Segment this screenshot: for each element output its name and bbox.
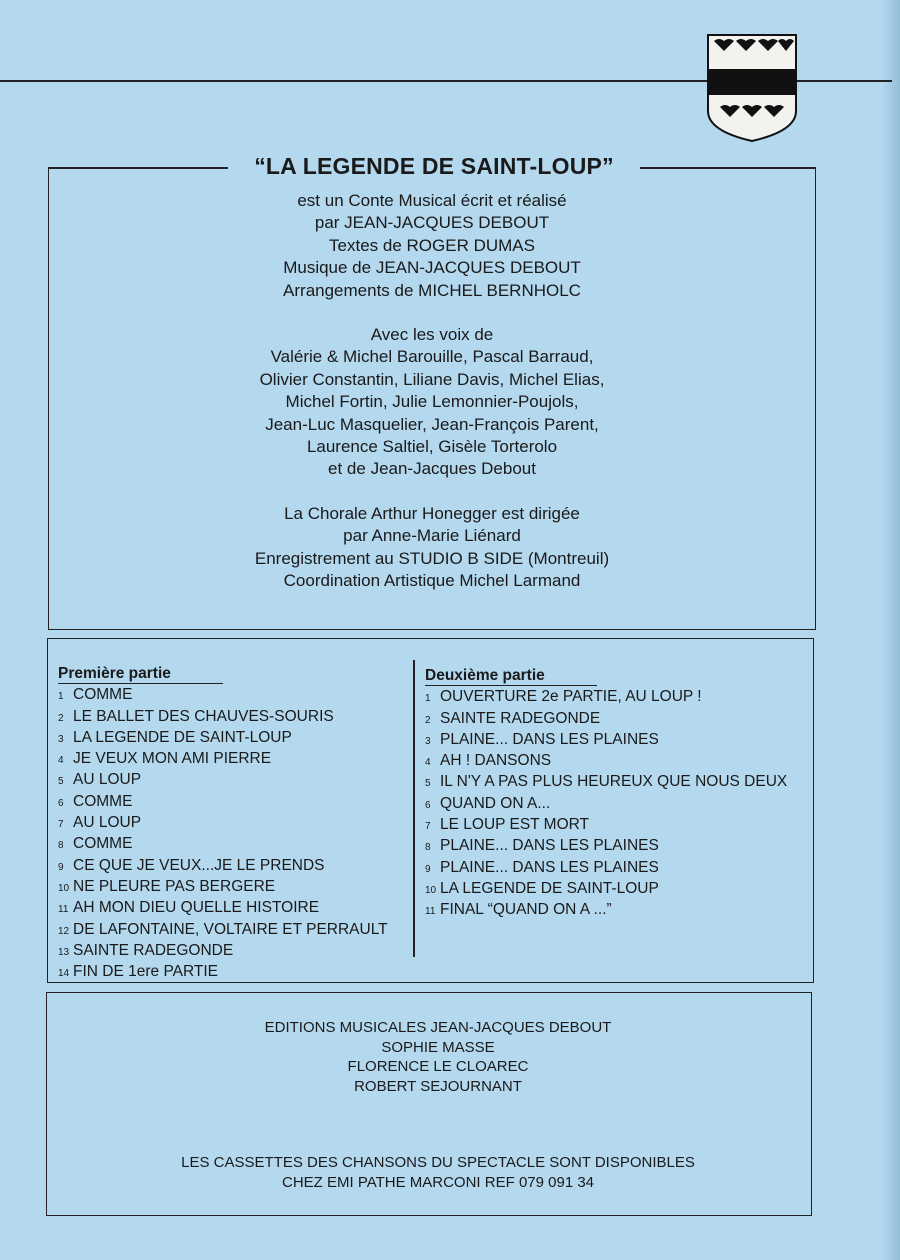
track-number: 9: [425, 863, 431, 875]
voices-line: Avec les voix de: [370, 325, 494, 345]
track-number: 2: [425, 714, 431, 726]
track-number: 1: [425, 693, 431, 705]
track-item: [58, 792, 388, 813]
track-title: LE LOUP EST MORT: [440, 816, 590, 834]
track-item: [425, 709, 787, 730]
track-title: LA LEGENDE DE SAINT-LOUP: [440, 879, 659, 897]
track-title: AU LOUP: [73, 814, 142, 832]
track-title: CE QUE JE VEUX...JE LE PRENDS: [73, 856, 325, 874]
track-number: 2: [58, 712, 64, 724]
credits-text: [48, 190, 816, 593]
track-item: [425, 730, 787, 751]
track-item: [425, 751, 787, 772]
track-item: [425, 772, 787, 793]
track-number: 8: [425, 842, 431, 854]
credit-line: est un Conte Musical écrit et réalisé: [297, 191, 567, 210]
track-item: [425, 794, 787, 815]
track-title: LE BALLET DES CHAUVES-SOURIS: [73, 707, 334, 725]
track-number: 10: [425, 884, 437, 896]
part1-track-list: [58, 685, 388, 983]
track-item: [58, 707, 388, 728]
voices-line: Jean-Luc Masquelier, Jean-François Parent,: [265, 414, 599, 434]
track-title: PLAINE... DANS LES PLAINES: [440, 837, 659, 855]
track-title: IL N'Y A PAS PLUS HEUREUX QUE NOUS DEUX: [440, 773, 788, 791]
track-item: [58, 856, 388, 877]
credits-box-top-rule-left: [48, 167, 228, 169]
track-number: 6: [425, 799, 431, 811]
credit-line: Musique de JEAN-JACQUES DEBOUT: [283, 258, 581, 278]
editions-line: SOPHIE MASSE: [381, 1038, 495, 1056]
track-title: PLAINE... DANS LES PLAINES: [440, 858, 659, 876]
voices-line: Valérie & Michel Barouille, Pascal Barraud,: [270, 347, 594, 367]
cassette-notice: [46, 1153, 830, 1192]
track-title: OUVERTURE 2e PARTIE, AU LOUP !: [440, 688, 702, 706]
track-number: 9: [58, 861, 64, 873]
track-item: [425, 900, 787, 921]
track-number: 7: [425, 821, 431, 833]
track-title: LA LEGENDE DE SAINT-LOUP: [73, 728, 292, 746]
track-number: 11: [425, 906, 436, 918]
production-line: Enregistrement au STUDIO B SIDE (Montreuil): [254, 548, 610, 568]
part2-track-list: [425, 687, 787, 921]
track-number: 8: [58, 840, 64, 852]
editions-line: FLORENCE LE CLOAREC: [347, 1058, 529, 1075]
track-number: 1: [58, 691, 64, 703]
track-title: JE VEUX MON AMI PIERRE: [73, 750, 272, 768]
track-item: [58, 834, 388, 855]
track-number: 10: [58, 882, 70, 894]
production-line: La Chorale Arthur Honegger est dirigée: [284, 503, 580, 523]
credit-line: par JEAN-JACQUES DEBOUT: [314, 213, 550, 233]
track-item: [58, 920, 388, 941]
track-item: [58, 685, 388, 706]
editions-line: EDITIONS MUSICALES JEAN-JACQUES DEBOUT: [264, 1019, 612, 1036]
track-title: SAINTE RADEGONDE: [440, 709, 601, 727]
part1-heading: Première partie: [58, 664, 223, 684]
track-item: [425, 858, 787, 879]
track-title: NE PLEURE PAS BERGERE: [73, 877, 276, 895]
track-number: 13: [58, 946, 70, 958]
track-number: 3: [58, 733, 64, 745]
track-title: AH MON DIEU QUELLE HISTOIRE: [73, 899, 320, 917]
track-title: FINAL “QUAND ON A ...”: [440, 901, 612, 919]
track-title: COMME: [73, 792, 133, 810]
track-item: [58, 962, 388, 983]
production-line: Coordination Artistique Michel Larmand: [283, 571, 581, 591]
editions-text: [46, 1018, 830, 1096]
track-title: SAINTE RADEGONDE: [73, 941, 234, 959]
credit-line: Arrangements de MICHEL BERNHOLC: [283, 280, 581, 300]
track-item: [425, 836, 787, 857]
voices-line: Olivier Constantin, Liliane Davis, Michel Elias,: [259, 369, 605, 389]
part2-heading: Deuxième partie: [425, 666, 597, 686]
production-line: par Anne-Marie Liénard: [343, 526, 521, 546]
part1-column: [58, 664, 388, 983]
track-title: PLAINE... DANS LES PLAINES: [440, 730, 659, 748]
track-number: 5: [58, 776, 64, 788]
track-item: [425, 687, 787, 708]
track-item: [58, 813, 388, 834]
track-number: 4: [58, 755, 64, 767]
track-number: 5: [425, 778, 431, 790]
coat-of-arms-icon: [706, 33, 798, 143]
track-number: 7: [58, 819, 64, 831]
track-number: 12: [58, 925, 70, 937]
cassette-line: LES CASSETTES DES CHANSONS DU SPECTACLE SONT DISPONIBLES: [181, 1154, 695, 1171]
track-number: 3: [425, 735, 431, 747]
track-number: 11: [58, 904, 69, 916]
track-item: [58, 749, 388, 770]
track-item: [58, 770, 388, 791]
voices-line: Laurence Saltiel, Gisèle Torterolo: [306, 437, 558, 457]
track-item: [58, 898, 388, 919]
track-number: 14: [58, 968, 70, 980]
track-title: AH ! DANSONS: [440, 752, 552, 770]
voices-line: Michel Fortin, Julie Lemonnier-Poujols,: [285, 392, 579, 412]
track-item: [425, 815, 787, 836]
track-item: [58, 877, 388, 898]
track-title: COMME: [73, 686, 133, 704]
track-title: AU LOUP: [73, 771, 142, 789]
track-item: [58, 728, 388, 749]
cassette-line: CHEZ EMI PATHE MARCONI REF 079 091 34: [281, 1173, 595, 1191]
voices-line: et de Jean-Jacques Debout: [328, 459, 536, 479]
column-divider: [413, 660, 415, 957]
track-title: FIN DE 1ere PARTIE: [73, 963, 218, 981]
track-title: COMME: [73, 835, 133, 853]
track-title: DE LAFONTAINE, VOLTAIRE ET PERRAULT: [73, 920, 388, 938]
track-number: 4: [425, 757, 431, 769]
credits-box-top-rule-right: [640, 167, 816, 169]
track-item: [425, 879, 787, 900]
page-title: “LA LEGENDE DE SAINT-LOUP”: [254, 153, 614, 179]
part2-column: [425, 666, 787, 922]
track-number: 6: [58, 797, 64, 809]
track-item: [58, 941, 388, 962]
credit-line: Textes de ROGER DUMAS: [329, 235, 535, 255]
page-edge-shadow: [882, 0, 900, 1260]
track-title: QUAND ON A...: [440, 794, 551, 812]
editions-line: ROBERT SEJOURNANT: [354, 1077, 522, 1095]
